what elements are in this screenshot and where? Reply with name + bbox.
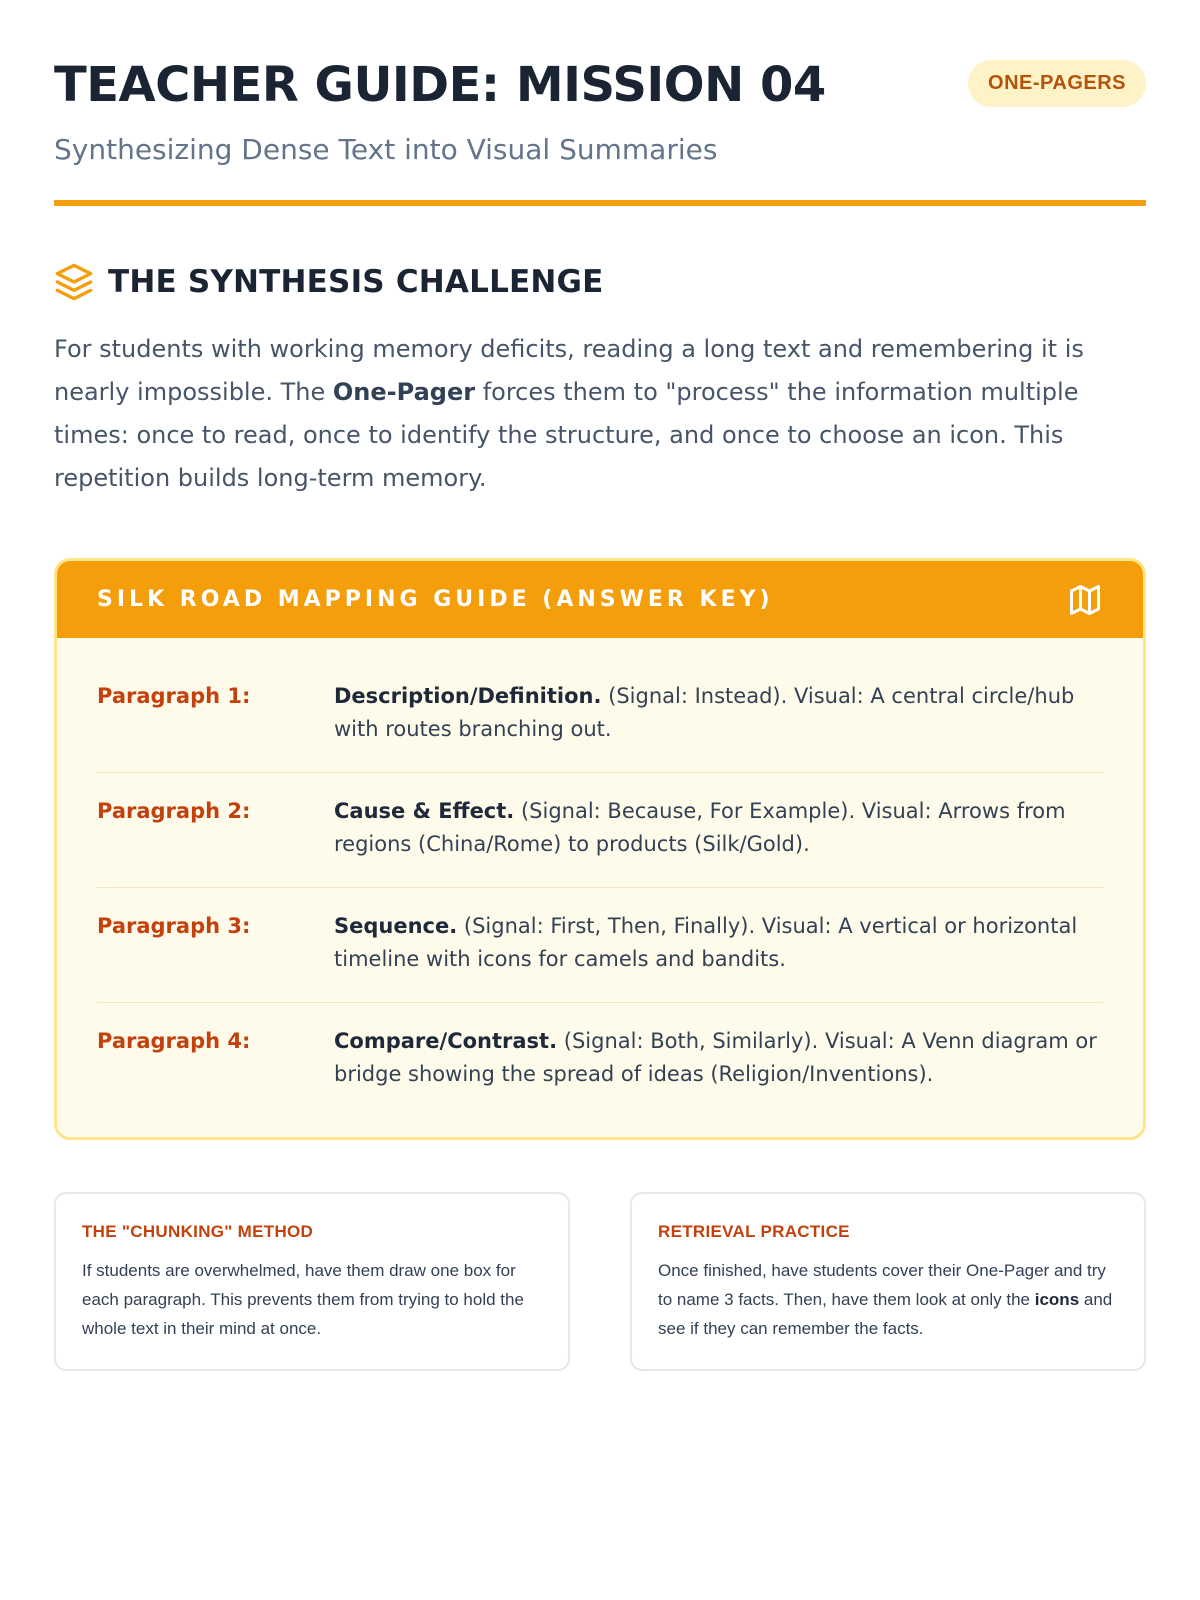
paragraph-label: Paragraph 4:: [97, 1029, 251, 1054]
structure-name: Sequence.: [334, 914, 458, 939]
answer-key-body: [57, 638, 1143, 1137]
page-header: [54, 54, 1146, 113]
retrieval-tip-title: RETRIEVAL PRACTICE: [658, 1222, 850, 1242]
retrieval-text-end: and see if they can remember the facts.: [658, 1290, 1113, 1339]
page-title: TEACHER GUIDE: MISSION 04: [54, 57, 826, 113]
retrieval-tip-text: [658, 1256, 1118, 1343]
section-title: THE SYNTHESIS CHALLENGE: [108, 264, 604, 301]
paragraph-label: Paragraph 3:: [97, 914, 251, 939]
structure-name: Cause & Effect.: [334, 799, 515, 824]
retrieval-text-emphasis: icons: [1034, 1290, 1080, 1310]
structure-detail: (Signal: Because, For Example). Visual: Arrows from regions (China/Rome) to products (Silk/Gold).: [334, 799, 1066, 857]
intro-text-start: For students with working memory deficits, reading a long text and remembering it is nearly impossible. The: [54, 335, 1084, 407]
layers-icon: [54, 262, 94, 302]
answer-key-row: [97, 658, 1103, 773]
intro-text-end: forces them to "process" the information multiple times: once to read, once to identify the structure, and once to choose an icon. This repetition builds long-term memory.: [54, 378, 1079, 493]
paragraph-description: [334, 680, 1103, 746]
intro-text-emphasis: One-Pager: [332, 378, 476, 407]
paragraph-description: [334, 795, 1103, 861]
structure-detail: (Signal: Instead). Visual: A central circle/hub with routes branching out.: [334, 684, 1075, 742]
answer-key-title: SILK ROAD MAPPING GUIDE (ANSWER KEY): [97, 587, 774, 613]
structure-name: Description/Definition.: [334, 684, 602, 709]
paragraph-description: [334, 1025, 1103, 1091]
retrieval-text-start: Once finished, have students cover their One-Pager and try to name 3 facts. Then, have them look at only the: [658, 1261, 1106, 1310]
paragraph-description: [334, 910, 1103, 976]
answer-key-card: [54, 558, 1146, 1140]
answer-key-row: [97, 1003, 1103, 1117]
chunking-tip-text: If students are overwhelmed, have them draw one box for each paragraph. This prevents them from trying to hold the whole text in their mind at once.: [82, 1261, 524, 1339]
tips-row: [54, 1192, 1146, 1371]
retrieval-tip-card: [630, 1192, 1146, 1371]
section-heading: [54, 262, 1146, 302]
map-icon: [1067, 582, 1103, 618]
header-divider: [54, 200, 1146, 206]
chunking-tip-card: [54, 1192, 570, 1371]
paragraph-label: Paragraph 1:: [97, 684, 251, 709]
category-badge: ONE-PAGERS: [968, 60, 1146, 107]
answer-key-row: [97, 888, 1103, 1003]
structure-detail: (Signal: Both, Similarly). Visual: A Venn diagram or bridge showing the spread of ideas (Religion/Inventions).: [334, 1029, 1097, 1087]
answer-key-header: [57, 561, 1143, 638]
structure-detail: (Signal: First, Then, Finally). Visual: A vertical or horizontal timeline with icons for camels and bandits.: [334, 914, 1078, 972]
chunking-tip-title: THE "CHUNKING" METHOD: [82, 1222, 314, 1242]
intro-paragraph: [54, 328, 1146, 500]
paragraph-label: Paragraph 2:: [97, 799, 251, 824]
answer-key-row: [97, 773, 1103, 888]
structure-name: Compare/Contrast.: [334, 1029, 558, 1054]
page-subtitle: Synthesizing Dense Text into Visual Summaries: [54, 133, 718, 167]
